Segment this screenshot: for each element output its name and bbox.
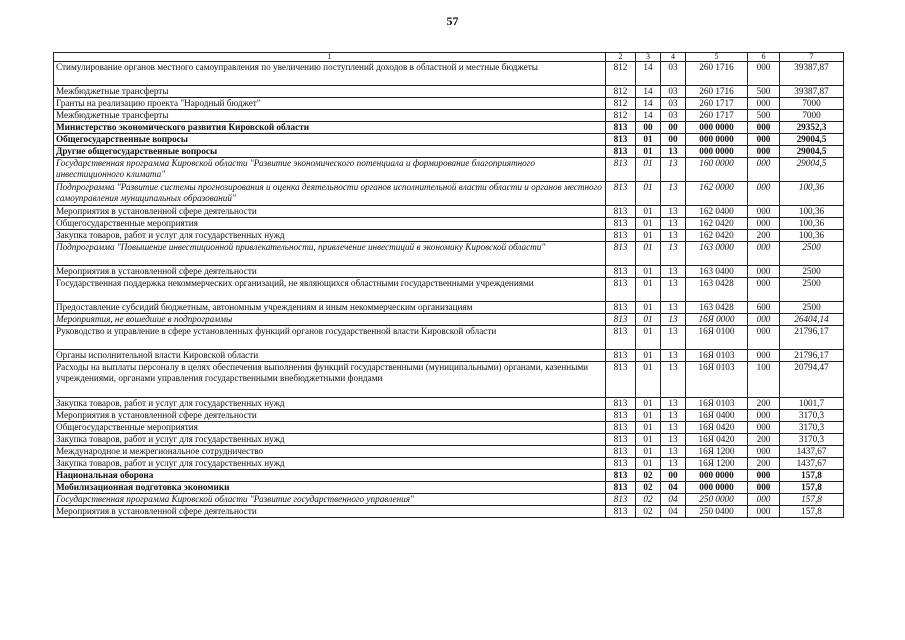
section-code: 01 [636,134,661,146]
page-number: 57 [446,14,459,28]
ministry-code: 813 [606,434,636,446]
ministry-code: 813 [606,446,636,458]
target-article-code: 260 1717 [686,98,748,110]
column-number-row [54,53,844,62]
row-description: Гранты на реализацию проекта "Народный бюджет" [54,98,606,110]
target-article-code: 000 0000 [686,482,748,494]
section-code: 14 [636,110,661,122]
column-header: 2 [606,53,636,62]
target-article-code: 162 0400 [686,206,748,218]
subsection-code: 13 [661,434,686,446]
expense-type-code: 000 [748,410,780,422]
target-article-code: 162 0420 [686,230,748,242]
amount: 157,8 [780,470,844,482]
section-code: 01 [636,218,661,230]
row-description: Национальная оборона [54,470,606,482]
subsection-code: 13 [661,398,686,410]
row-description: Мобилизационная подготовка экономики [54,482,606,494]
subsection-code: 13 [661,218,686,230]
expense-type-code: 000 [748,134,780,146]
row-description: Подпрограмма "Развитие системы прогнозирования и оценка деятельности органов исполнительной власти области и органов местного самоуправления муниципальных образований" [54,182,606,206]
amount: 20794,47 [780,362,844,398]
section-code: 01 [636,398,661,410]
table-row [54,218,844,230]
section-code: 01 [636,206,661,218]
section-code: 02 [636,506,661,518]
amount: 21796,17 [780,326,844,350]
expense-type-code: 000 [748,182,780,206]
amount: 157,8 [780,494,844,506]
target-article-code: 16Я 1200 [686,458,748,470]
amount: 29004,5 [780,146,844,158]
target-article-code: 16Я 0103 [686,398,748,410]
section-code: 01 [636,362,661,398]
row-description: Государственная программа Кировской области "Развитие экономического потенциала и формирование благоприятного инвестиционного климата" [54,158,606,182]
target-article-code: 16Я 0000 [686,314,748,326]
expense-type-code: 000 [748,506,780,518]
row-description: Расходы на выплаты персоналу в целях обеспечения выполнения функций государственными (муниципальными) органами, казенными учреждениями, органами управления государственными внебюджетными фондами [54,362,606,398]
table-row [54,158,844,182]
expense-type-code: 200 [748,434,780,446]
ministry-code: 813 [606,206,636,218]
row-description: Органы исполнительной власти Кировской области [54,350,606,362]
ministry-code: 813 [606,362,636,398]
table-row [54,302,844,314]
table-row [54,434,844,446]
budget-table [53,52,844,518]
expense-type-code: 000 [748,242,780,266]
column-header: 6 [748,53,780,62]
amount: 29004,5 [780,134,844,146]
expense-type-code: 000 [748,326,780,350]
table-body [54,62,844,518]
ministry-code: 813 [606,482,636,494]
subsection-code: 13 [661,422,686,434]
target-article-code: 16Я 0100 [686,326,748,350]
subsection-code: 04 [661,482,686,494]
amount: 7000 [780,110,844,122]
section-code: 01 [636,350,661,362]
expense-type-code: 000 [748,146,780,158]
target-article-code: 160 0000 [686,158,748,182]
section-code: 01 [636,422,661,434]
section-code: 14 [636,98,661,110]
expense-type-code: 200 [748,458,780,470]
amount: 21796,17 [780,350,844,362]
expense-type-code: 000 [748,98,780,110]
amount: 39387,87 [780,62,844,86]
subsection-code: 13 [661,410,686,422]
row-description: Государственная поддержка некоммерческих организаций, не являющихся областными государственными учреждениями [54,278,606,302]
expense-type-code: 600 [748,302,780,314]
amount: 7000 [780,98,844,110]
target-article-code: 000 0000 [686,134,748,146]
expense-type-code: 000 [748,218,780,230]
table-row [54,278,844,302]
subsection-code: 13 [661,458,686,470]
amount: 39387,87 [780,86,844,98]
amount: 100,36 [780,182,844,206]
target-article-code: 16Я 0103 [686,350,748,362]
ministry-code: 812 [606,62,636,86]
subsection-code: 03 [661,98,686,110]
table-row [54,86,844,98]
amount: 1437,67 [780,446,844,458]
ministry-code: 813 [606,146,636,158]
ministry-code: 813 [606,158,636,182]
target-article-code: 000 0000 [686,122,748,134]
expense-type-code: 000 [748,122,780,134]
expense-type-code: 000 [748,350,780,362]
column-header: 1 [54,53,606,62]
target-article-code: 260 1717 [686,110,748,122]
row-description: Закупка товаров, работ и услуг для государственных нужд [54,458,606,470]
ministry-code: 813 [606,218,636,230]
table-row [54,446,844,458]
section-code: 01 [636,158,661,182]
row-description: Подпрограмма "Повышение инвестиционной привлекательности, привлечение инвестиций в экономику Кировской области" [54,242,606,266]
table-row [54,398,844,410]
expense-type-code: 000 [748,206,780,218]
section-code: 02 [636,470,661,482]
section-code: 02 [636,482,661,494]
target-article-code: 162 0000 [686,182,748,206]
ministry-code: 812 [606,86,636,98]
expense-type-code: 200 [748,230,780,242]
expense-type-code: 500 [748,110,780,122]
target-article-code: 16Я 0400 [686,410,748,422]
expense-type-code: 000 [748,494,780,506]
subsection-code: 13 [661,206,686,218]
ministry-code: 813 [606,242,636,266]
table-row [54,362,844,398]
expense-type-code: 100 [748,362,780,398]
expense-type-code: 000 [748,158,780,182]
row-description: Общегосударственные мероприятия [54,422,606,434]
target-article-code: 16Я 0420 [686,434,748,446]
row-description: Закупка товаров, работ и услуг для государственных нужд [54,230,606,242]
ministry-code: 813 [606,122,636,134]
row-description: Мероприятия, не вошедшие в подпрограммы [54,314,606,326]
amount: 2500 [780,278,844,302]
target-article-code: 260 1716 [686,62,748,86]
row-description: Межбюджетные трансферты [54,110,606,122]
target-article-code: 163 0400 [686,266,748,278]
subsection-code: 13 [661,350,686,362]
amount: 157,8 [780,482,844,494]
column-header: 3 [636,53,661,62]
table-row [54,470,844,482]
ministry-code: 813 [606,470,636,482]
subsection-code: 13 [661,182,686,206]
ministry-code: 812 [606,98,636,110]
expense-type-code: 500 [748,86,780,98]
target-article-code: 000 0000 [686,470,748,482]
column-header: 4 [661,53,686,62]
expense-type-code: 200 [748,398,780,410]
section-code: 01 [636,146,661,158]
table-row [54,134,844,146]
target-article-code: 16Я 1200 [686,446,748,458]
amount: 100,36 [780,218,844,230]
subsection-code: 13 [661,314,686,326]
amount: 1437,67 [780,458,844,470]
table-row [54,326,844,350]
amount: 157,8 [780,506,844,518]
table-row [54,146,844,158]
table-row [54,314,844,326]
expense-type-code: 000 [748,62,780,86]
row-description: Руководство и управление в сфере установленных функций органов государственной власти Кировской области [54,326,606,350]
ministry-code: 813 [606,302,636,314]
section-code: 01 [636,410,661,422]
section-code: 01 [636,326,661,350]
row-description: Государственная программа Кировской области "Развитие государственного управления" [54,494,606,506]
subsection-code: 00 [661,470,686,482]
amount: 29004,5 [780,158,844,182]
table-row [54,458,844,470]
section-code: 00 [636,122,661,134]
row-description: Мероприятия в установленной сфере деятельности [54,506,606,518]
target-article-code: 162 0420 [686,218,748,230]
ministry-code: 813 [606,350,636,362]
ministry-code: 813 [606,458,636,470]
expense-type-code: 000 [748,266,780,278]
section-code: 01 [636,182,661,206]
row-description: Стимулирование органов местного самоуправления по увеличению поступлений доходов в областной и местные бюджеты [54,62,606,86]
table-row [54,206,844,218]
section-code: 02 [636,494,661,506]
section-code: 01 [636,242,661,266]
row-description: Общегосударственные мероприятия [54,218,606,230]
expense-type-code: 000 [748,470,780,482]
subsection-code: 03 [661,86,686,98]
target-article-code: 000 0000 [686,146,748,158]
subsection-code: 04 [661,506,686,518]
section-code: 14 [636,86,661,98]
subsection-code: 03 [661,62,686,86]
row-description: Мероприятия в установленной сфере деятельности [54,206,606,218]
row-description: Мероприятия в установленной сфере деятельности [54,266,606,278]
ministry-code: 813 [606,134,636,146]
ministry-code: 813 [606,410,636,422]
table-row [54,242,844,266]
ministry-code: 813 [606,278,636,302]
amount: 2500 [780,302,844,314]
section-code: 01 [636,278,661,302]
table-row [54,98,844,110]
amount: 3170,3 [780,410,844,422]
row-description: Закупка товаров, работ и услуг для государственных нужд [54,398,606,410]
section-code: 14 [636,62,661,86]
target-article-code: 163 0428 [686,278,748,302]
section-code: 01 [636,446,661,458]
section-code: 01 [636,266,661,278]
subsection-code: 13 [661,230,686,242]
subsection-code: 13 [661,266,686,278]
table-row [54,482,844,494]
amount: 1001,7 [780,398,844,410]
section-code: 01 [636,302,661,314]
ministry-code: 812 [606,110,636,122]
subsection-code: 13 [661,158,686,182]
table-row [54,494,844,506]
table-row [54,506,844,518]
target-article-code: 16Я 0103 [686,362,748,398]
ministry-code: 813 [606,326,636,350]
ministry-code: 813 [606,494,636,506]
amount: 3170,3 [780,434,844,446]
row-description: Мероприятия в установленной сфере деятельности [54,410,606,422]
table-row [54,230,844,242]
expense-type-code: 000 [748,482,780,494]
subsection-code: 00 [661,134,686,146]
target-article-code: 16Я 0420 [686,422,748,434]
row-description: Другие общегосударственные вопросы [54,146,606,158]
subsection-code: 03 [661,110,686,122]
subsection-code: 13 [661,242,686,266]
ministry-code: 813 [606,422,636,434]
ministry-code: 813 [606,506,636,518]
section-code: 01 [636,230,661,242]
amount: 100,36 [780,206,844,218]
target-article-code: 250 0000 [686,494,748,506]
expense-type-code: 000 [748,446,780,458]
section-code: 01 [636,434,661,446]
row-description: Международное и межрегиональное сотрудничество [54,446,606,458]
amount: 29352,3 [780,122,844,134]
table-row [54,110,844,122]
ministry-code: 813 [606,398,636,410]
row-description: Министерство экономического развития Кировской области [54,122,606,134]
table-row [54,422,844,434]
table-row [54,62,844,86]
expense-type-code: 000 [748,422,780,434]
subsection-code: 13 [661,278,686,302]
subsection-code: 13 [661,302,686,314]
target-article-code: 163 0428 [686,302,748,314]
ministry-code: 813 [606,266,636,278]
subsection-code: 13 [661,362,686,398]
ministry-code: 813 [606,182,636,206]
ministry-code: 813 [606,314,636,326]
expense-type-code: 000 [748,278,780,302]
column-header: 5 [686,53,748,62]
table-row [54,266,844,278]
amount: 26404,14 [780,314,844,326]
amount: 2500 [780,242,844,266]
subsection-code: 13 [661,146,686,158]
target-article-code: 163 0000 [686,242,748,266]
table-row [54,410,844,422]
expense-type-code: 000 [748,314,780,326]
target-article-code: 250 0400 [686,506,748,518]
amount: 3170,3 [780,422,844,434]
table-row [54,122,844,134]
table-row [54,182,844,206]
subsection-code: 13 [661,446,686,458]
subsection-code: 13 [661,326,686,350]
section-code: 01 [636,458,661,470]
row-description: Межбюджетные трансферты [54,86,606,98]
row-description: Предоставление субсидий бюджетным, автономным учреждениям и иным некоммерческим организациям [54,302,606,314]
table-row [54,350,844,362]
target-article-code: 260 1716 [686,86,748,98]
ministry-code: 813 [606,230,636,242]
section-code: 01 [636,314,661,326]
column-header: 7 [780,53,844,62]
row-description: Закупка товаров, работ и услуг для государственных нужд [54,434,606,446]
row-description: Общегосударственные вопросы [54,134,606,146]
amount: 100,36 [780,230,844,242]
subsection-code: 00 [661,122,686,134]
amount: 2500 [780,266,844,278]
subsection-code: 04 [661,494,686,506]
